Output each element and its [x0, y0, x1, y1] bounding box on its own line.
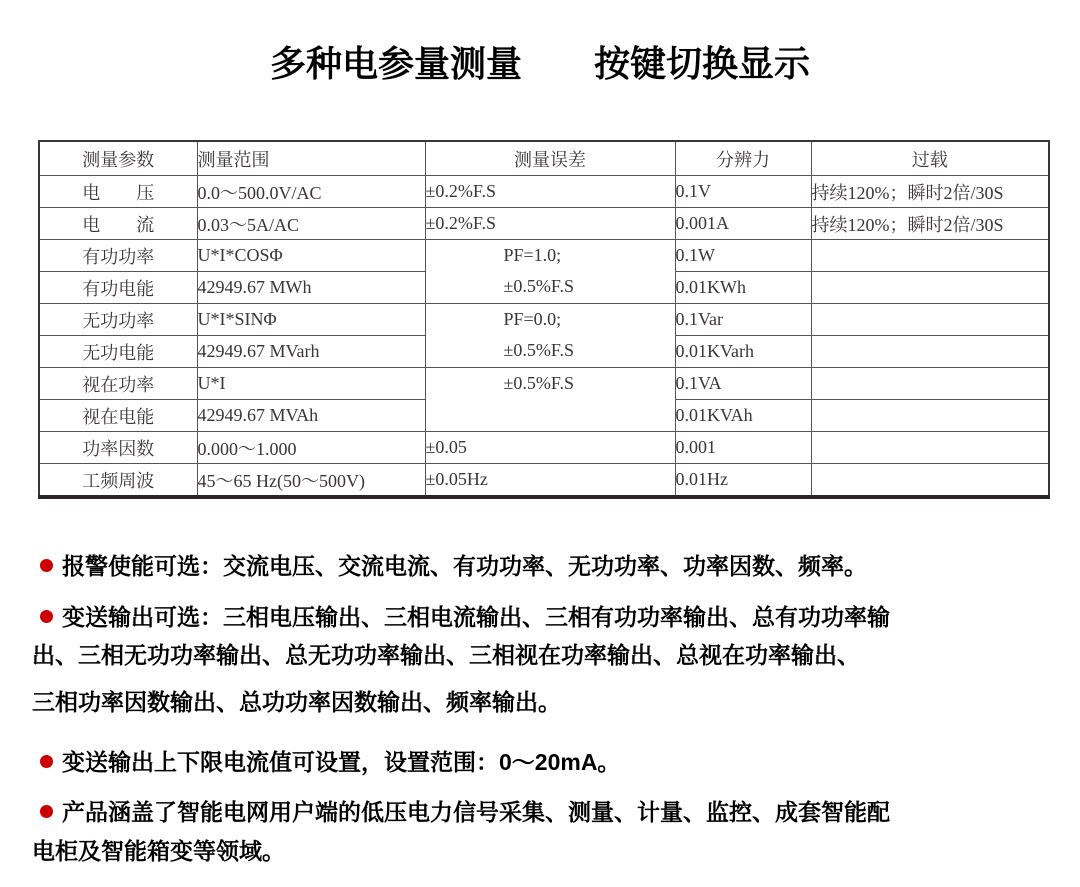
cell-overload: [811, 400, 1049, 432]
cell-resolution: 0.01KWh: [675, 272, 811, 304]
cell-resolution: 0.1Var: [675, 304, 811, 336]
bullet-text: 三相功率因数输出、总功功率因数输出、频率输出。: [32, 689, 561, 715]
bullet-text: 报警使能可选：交流电压、交流电流、有功功率、无功功率、功率因数、频率。: [62, 553, 867, 579]
cell-error: ±0.05: [425, 432, 675, 464]
table-row-active-power: [39, 240, 1049, 272]
cell-param: 电 压: [39, 176, 197, 208]
error-line-2: ±0.5%F.S: [503, 276, 574, 296]
cell-error-merged-apparent: [425, 368, 675, 432]
cell-overload: [811, 464, 1049, 498]
cell-range: 42949.67 MVarh: [197, 336, 425, 368]
header-param: 测量参数: [39, 141, 197, 176]
cell-resolution: 0.01Hz: [675, 464, 811, 498]
cell-range: 42949.67 MWh: [197, 272, 425, 304]
red-bullet-icon: [40, 755, 53, 768]
cell-param: 电 流: [39, 208, 197, 240]
header-error: 测量误差: [425, 141, 675, 176]
bullet-transmit-output-cont-1: [30, 639, 1072, 671]
table-row-voltage: [39, 176, 1049, 208]
error-line-1: PF=1.0;: [503, 245, 562, 265]
cell-resolution: 0.1VA: [675, 368, 811, 400]
cell-resolution: 0.01KVAh: [675, 400, 811, 432]
cell-param: 视在电能: [39, 400, 197, 432]
cell-param: 视在功率: [39, 368, 197, 400]
cell-range: 45～65 Hz(50～500V): [197, 464, 425, 498]
table-row-current: [39, 208, 1049, 240]
cell-error: ±0.2%F.S: [425, 176, 675, 208]
cell-error-merged-active: [425, 240, 675, 304]
cell-error: ±0.05Hz: [425, 464, 675, 498]
red-bullet-icon: [40, 559, 53, 572]
bullet-text: 变送输出上下限电流值可设置，设置范围：0～20mA。: [62, 749, 621, 775]
measurement-spec-table: [38, 140, 1050, 499]
error-line-2: ±0.5%F.S: [503, 340, 574, 360]
cell-resolution: 0.1V: [675, 176, 811, 208]
cell-overload: [811, 272, 1049, 304]
cell-range: 42949.67 MVAh: [197, 400, 425, 432]
error-line-1: PF=0.0;: [503, 309, 562, 329]
cell-param: 无功电能: [39, 336, 197, 368]
table-header-row: [39, 141, 1049, 176]
cell-range: 0.000～1.000: [197, 432, 425, 464]
cell-param: 有功功率: [39, 240, 197, 272]
bullet-text: 电柜及智能箱变等领域。: [32, 838, 285, 864]
header-overload: 过载: [811, 141, 1049, 176]
cell-resolution: 0.1W: [675, 240, 811, 272]
cell-resolution: 0.01KVarh: [675, 336, 811, 368]
cell-param: 有功电能: [39, 272, 197, 304]
table-row-reactive-power: [39, 304, 1049, 336]
bullet-text: 变送输出可选：三相电压输出、三相电流输出、三相有功功率输出、总有功功率输: [62, 604, 890, 630]
bullet-alarm-enable: [30, 550, 1070, 582]
cell-overload: [811, 368, 1049, 400]
table-row-frequency: [39, 464, 1049, 498]
table-row-apparent-power: [39, 368, 1049, 400]
cell-param: 功率因数: [39, 432, 197, 464]
error-line-1: ±0.5%F.S: [503, 373, 574, 393]
cell-error-merged-reactive: [425, 304, 675, 368]
bullet-transmit-output-cont-2: [30, 686, 1072, 718]
cell-range: 0.03～5A/AC: [197, 208, 425, 240]
table-row-power-factor: [39, 432, 1049, 464]
bullet-output-range: [30, 746, 1070, 778]
red-bullet-icon: [40, 610, 53, 623]
bullet-product-coverage-cont: [30, 835, 1072, 867]
header-resolution: 分辨力: [675, 141, 811, 176]
cell-error: ±0.2%F.S: [425, 208, 675, 240]
bullet-text: 出、三相无功功率输出、总无功功率输出、三相视在功率输出、总视在功率输出、: [32, 642, 860, 668]
page-title: 多种电参量测量 按键切换显示: [269, 43, 810, 84]
bullet-transmit-output: [30, 601, 1070, 633]
cell-resolution: 0.001: [675, 432, 811, 464]
cell-param: 无功功率: [39, 304, 197, 336]
cell-overload: 持续120%；瞬时2倍/30S: [811, 176, 1049, 208]
error-line-2: [426, 399, 675, 430]
cell-resolution: 0.001A: [675, 208, 811, 240]
cell-overload: [811, 336, 1049, 368]
bullet-text: 产品涵盖了智能电网用户端的低压电力信号采集、测量、计量、监控、成套智能配: [62, 799, 890, 825]
red-bullet-icon: [40, 805, 53, 818]
cell-param: 工频周波: [39, 464, 197, 498]
cell-range: U*I: [197, 368, 425, 400]
cell-range: U*I*COSΦ: [197, 240, 425, 272]
cell-range: 0.0～500.0V/AC: [197, 176, 425, 208]
cell-overload: 持续120%；瞬时2倍/30S: [811, 208, 1049, 240]
cell-overload: [811, 304, 1049, 336]
bullet-product-coverage: [30, 796, 1070, 828]
cell-overload: [811, 240, 1049, 272]
cell-overload: [811, 432, 1049, 464]
header-range: 测量范围: [197, 141, 425, 176]
cell-range: U*I*SINΦ: [197, 304, 425, 336]
